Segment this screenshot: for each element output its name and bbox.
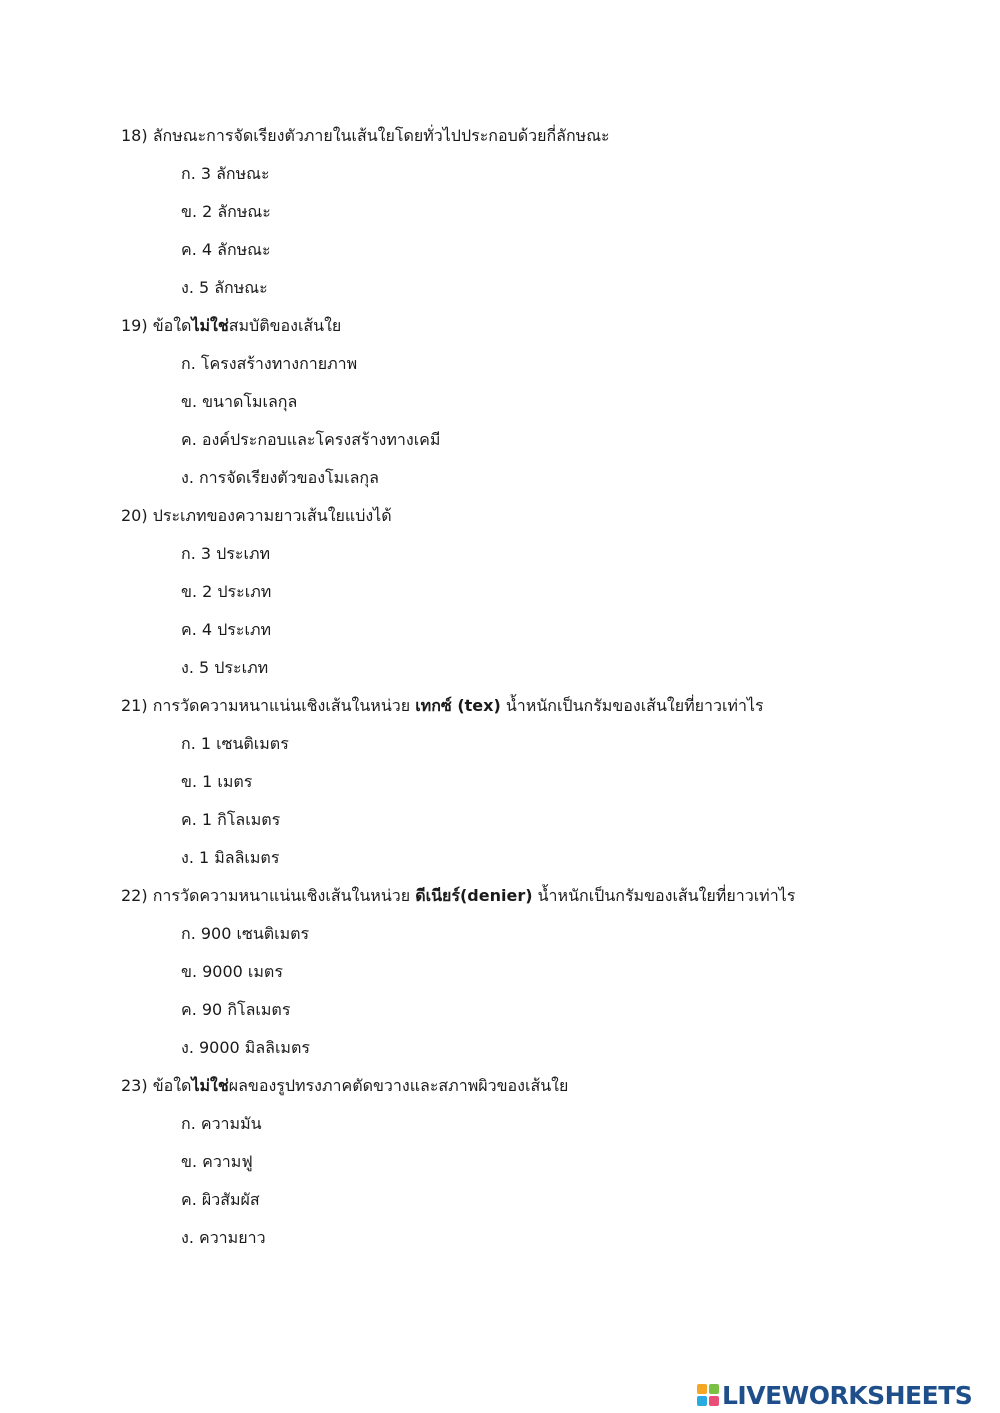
logo-square-2 [709,1384,719,1394]
option-22-d[interactable]: ง. 9000 มิลลิเมตร [181,1038,310,1057]
question-19 [121,315,341,337]
question-text: การวัดความหนาแน่นเชิงเส้นในหน่วย [147,886,416,905]
question-text-tail: น้ำหนักเป็นกรัมของเส้นใยที่ยาวเท่าไร [500,696,764,715]
option-23-c[interactable]: ค. ผิวสัมผัส [181,1190,260,1209]
option-22-b[interactable]: ข. 9000 เมตร [181,962,283,981]
option-23-d[interactable]: ง. ความยาว [181,1228,266,1247]
logo-square-4 [709,1396,719,1406]
question-text-tail: ผลของรูปทรงภาคตัดขวางและสภาพผิวของเส้นใย [228,1076,569,1095]
question-21 [121,695,764,717]
brand-name: LIVEWORKSHEETS [722,1380,973,1410]
option-20-a[interactable]: ก. 3 ประเภท [181,544,271,563]
option-21-b[interactable]: ข. 1 เมตร [181,772,253,791]
liveworksheets-brand[interactable] [697,1378,972,1412]
question-number: 23) [121,1076,148,1095]
question-emphasis: ไม่ใช่ [191,1076,229,1095]
question-emphasis: ไม่ใช่ [191,316,229,335]
question-number: 19) [121,316,148,335]
option-19-b[interactable]: ข. ขนาดโมเลกุล [181,392,298,411]
question-text-tail: น้ำหนักเป็นกรัมของเส้นใยที่ยาวเท่าไร [532,886,796,905]
option-18-d[interactable]: ง. 5 ลักษณะ [181,278,268,297]
option-18-a[interactable]: ก. 3 ลักษณะ [181,164,270,183]
option-18-b[interactable]: ข. 2 ลักษณะ [181,202,271,221]
logo-square-1 [697,1384,707,1394]
question-number: 18) [121,126,148,145]
option-21-d[interactable]: ง. 1 มิลลิเมตร [181,848,280,867]
option-19-a[interactable]: ก. โครงสร้างทางกายภาพ [181,354,358,373]
question-text: ข้อใด [147,316,192,335]
question-emphasis: เทกซ์ (tex) [415,696,501,715]
question-number: 20) [121,506,148,525]
question-18 [121,125,610,147]
question-23 [121,1075,568,1097]
option-22-a[interactable]: ก. 900 เซนติเมตร [181,924,310,943]
option-19-d[interactable]: ง. การจัดเรียงตัวของโมเลกุล [181,468,379,487]
liveworksheets-logo-icon [697,1384,719,1406]
question-number: 22) [121,886,148,905]
question-text-tail: สมบัติของเส้นใย [228,316,342,335]
question-text: ประเภทของความยาวเส้นใยแบ่งได้ [147,506,392,525]
question-text: ลักษณะการจัดเรียงตัวภายในเส้นใยโดยทั่วไปประกอบด้วยกี่ลักษณะ [147,126,610,145]
question-number: 21) [121,696,148,715]
question-20 [121,505,392,527]
question-text: ข้อใด [147,1076,192,1095]
option-21-c[interactable]: ค. 1 กิโลเมตร [181,810,281,829]
question-emphasis: ดีเนียร์(denier) [415,886,533,905]
option-22-c[interactable]: ค. 90 กิโลเมตร [181,1000,291,1019]
logo-square-3 [697,1396,707,1406]
question-22 [121,885,795,907]
option-20-d[interactable]: ง. 5 ประเภท [181,658,269,677]
option-18-c[interactable]: ค. 4 ลักษณะ [181,240,271,259]
option-21-a[interactable]: ก. 1 เซนติเมตร [181,734,289,753]
question-text: การวัดความหนาแน่นเชิงเส้นในหน่วย [147,696,416,715]
option-23-a[interactable]: ก. ความมัน [181,1114,262,1133]
option-20-c[interactable]: ค. 4 ประเภท [181,620,272,639]
option-19-c[interactable]: ค. องค์ประกอบและโครงสร้างทางเคมี [181,430,441,449]
option-20-b[interactable]: ข. 2 ประเภท [181,582,272,601]
option-23-b[interactable]: ข. ความฟู [181,1152,253,1171]
